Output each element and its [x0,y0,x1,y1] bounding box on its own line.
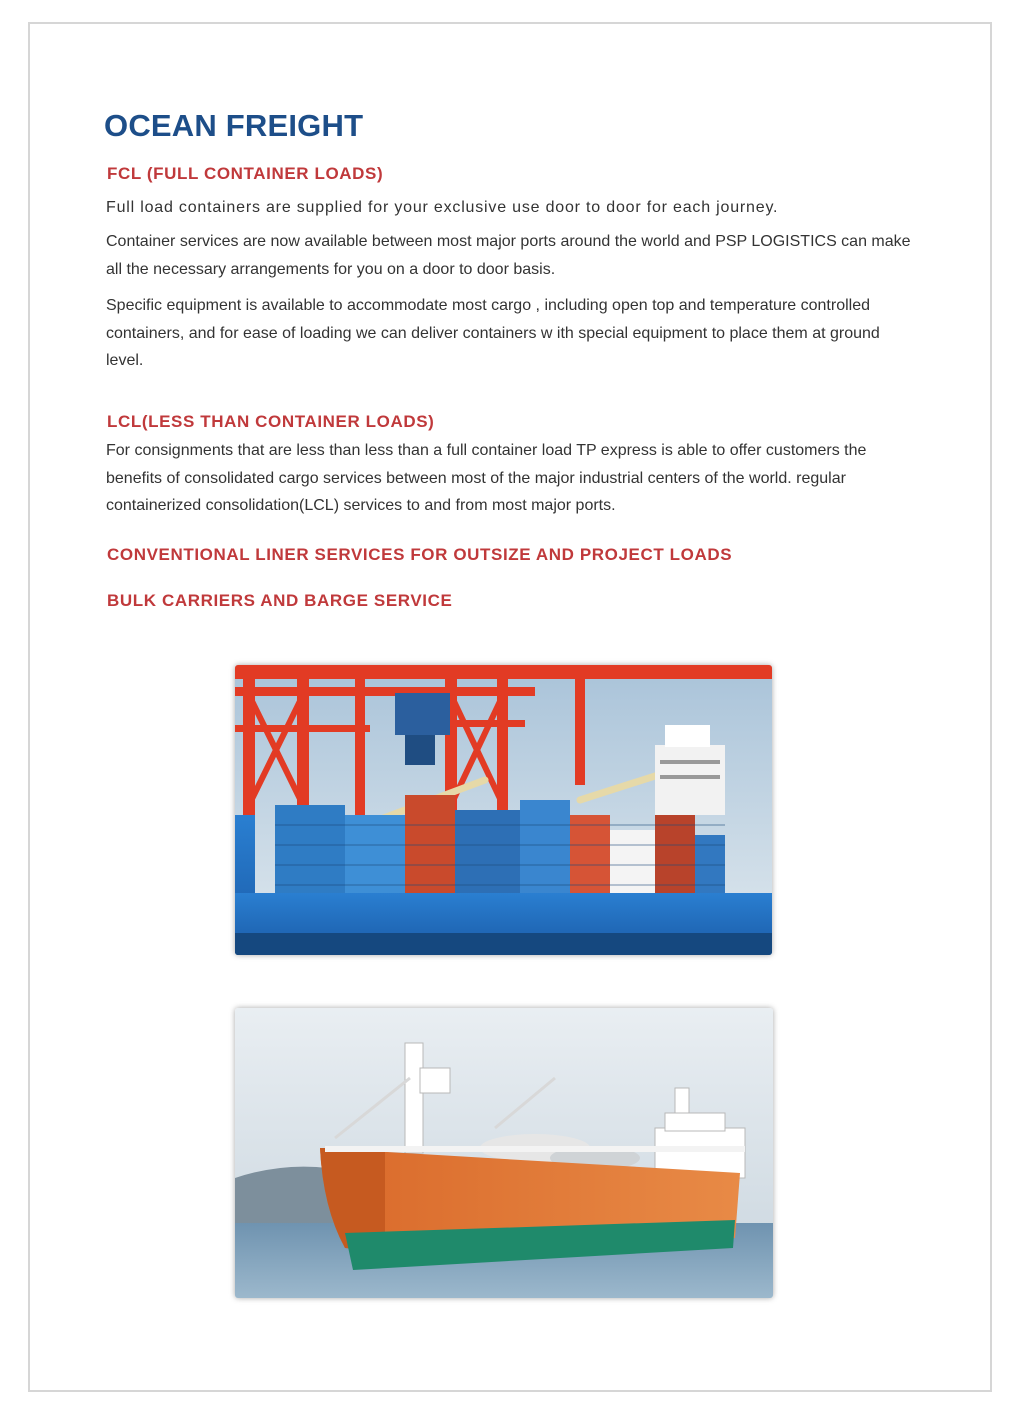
conventional-liner-heading: CONVENTIONAL LINER SERVICES FOR OUTSIZE AND PROJECT LOADS [107,545,733,564]
page-title: OCEAN FREIGHT [104,108,364,143]
fcl-paragraph-3: Specific equipment is available to accommodate most cargo , including open top and temperature controlled containers, and for ease of loading we can deliver containers w ith special equipment to place them at ground level. [106,297,880,369]
fcl-heading: FCL (FULL CONTAINER LOADS) [107,164,384,183]
fcl-paragraph-1: Full load containers are supplied for your exclusive use door to door for each journey. [106,199,779,216]
fcl-paragraph-2: Container services are now available between most major ports around the world and PSP LOGISTICS can make all the necessary arrangements for you on a door to door basis. [106,233,911,278]
cargo-ship-photo [235,1008,773,1298]
bulk-carriers-heading: BULK CARRIERS AND BARGE SERVICE [107,591,453,610]
lcl-paragraph: For consignments that are less than less than a full container load TP express is able to offer customers the benefits of consolidated cargo services between most of the major industrial centers of the world. regular containerized consolidation(LCL) services to and from most major ports. [106,442,867,514]
lcl-heading: LCL(LESS THAN CONTAINER LOADS) [107,412,435,431]
container-ship-photo [235,665,772,955]
